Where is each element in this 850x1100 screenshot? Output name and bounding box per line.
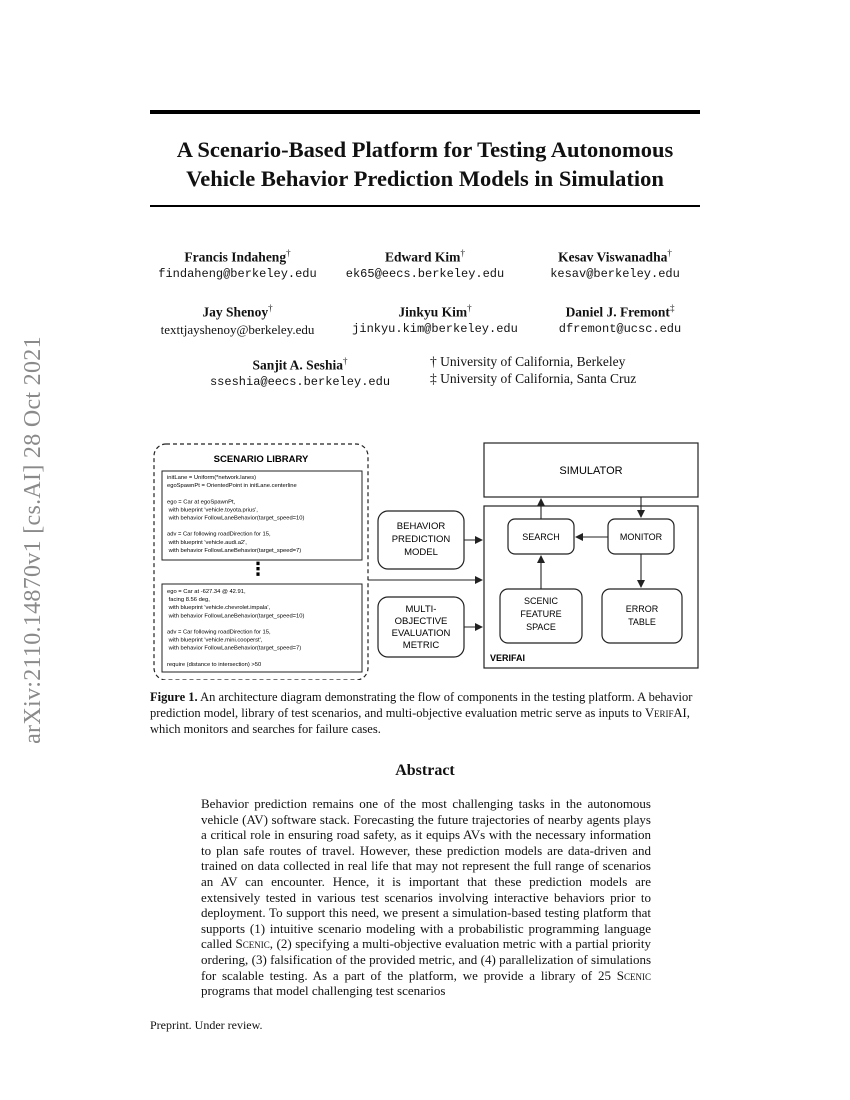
- author-name: Kesav Viswanadha†: [558, 248, 672, 265]
- code-line: with blueprint 'vehicle.chevrolet.impala',: [167, 605, 271, 612]
- code-line: require (distance to intersection) >50: [167, 661, 262, 668]
- simulator-label: SIMULATOR: [559, 465, 623, 477]
- author-block: [150, 300, 325, 338]
- code-line: [167, 654, 169, 660]
- author-email[interactable]: ek65@eecs.berkeley.edu: [345, 266, 505, 281]
- bpm-label-1: BEHAVIOR: [396, 521, 446, 532]
- author-block: [530, 245, 700, 283]
- code-line: with behavior FollowLaneBehavior(target_speed=7): [167, 547, 302, 554]
- author-name: Francis Indaheng†: [184, 248, 291, 265]
- affiliation-berkeley: † University of California, Berkeley: [430, 354, 626, 369]
- code-line: facing 8.56 deg,: [167, 597, 210, 604]
- code-line: egoSpawnPt = OrientedPoint in initLane.centerline: [167, 483, 297, 490]
- caption-text: An architecture diagram demonstrating the flow of components in the testing platform. A behavior prediction model, library of test scenarios, and multi-objective evaluation metric serve as inputs to: [150, 690, 693, 720]
- error-table-box: [602, 589, 682, 643]
- abstract-part-3: programs that model challenging test scenarios: [201, 983, 446, 999]
- title-line-2: Vehicle Behavior Prediction Models in Simulation: [186, 166, 664, 191]
- code-line: [167, 621, 169, 627]
- author-email[interactable]: jinkyu.kim@berkeley.edu: [352, 321, 518, 336]
- code-line: initLane = Uniform(*network.lanes): [167, 475, 257, 481]
- error-label-2: TABLE: [628, 617, 656, 627]
- author-email[interactable]: sseshia@eecs.berkeley.edu: [209, 374, 391, 389]
- author-block: [340, 245, 510, 283]
- sfs-label-1: SCENIC: [523, 596, 559, 606]
- author-block: [340, 300, 530, 338]
- moem-label-2: OBJECTIVE: [394, 616, 448, 627]
- code-line: [167, 524, 169, 530]
- code-line: with behavior FollowLaneBehavior(target_speed=7): [167, 645, 302, 652]
- abstract-scenic-2: Scenic: [616, 967, 651, 983]
- code-line: [167, 491, 169, 497]
- figure-caption: [150, 689, 700, 737]
- sfs-label-2: FEATURE: [520, 609, 562, 619]
- verifai-label: VERIFAI: [490, 653, 526, 663]
- author-email[interactable]: kesav@berkeley.edu: [550, 266, 680, 281]
- code-line: adv = Car following roadDirection for 15,: [167, 629, 271, 636]
- affiliations: [430, 353, 636, 387]
- monitor-label: MONITOR: [619, 532, 663, 542]
- author-email[interactable]: findaheng@berkeley.edu: [158, 266, 317, 281]
- moem-label-4: METRIC: [402, 640, 440, 651]
- title-top-rule: [150, 110, 700, 114]
- abstract-heading: Abstract: [395, 762, 455, 779]
- title-line-1: A Scenario-Based Platform for Testing Autonomous: [176, 137, 674, 162]
- sfs-label-3: SPACE: [526, 622, 556, 632]
- title-bottom-rule: [150, 205, 700, 207]
- scenario-library-title: SCENARIO LIBRARY: [213, 454, 309, 465]
- author-email[interactable]: dfremont@ucsc.edu: [558, 321, 682, 336]
- author-name: Jinkyu Kim†: [398, 303, 472, 320]
- code-line: ego = Car at -627.34 @ 42.91,: [167, 589, 246, 595]
- architecture-diagram: [150, 438, 700, 680]
- error-label-1: ERROR: [625, 604, 659, 614]
- author-name: Sanjit A. Seshia†: [252, 356, 348, 373]
- moem-label-3: EVALUATION: [391, 628, 451, 639]
- moem-label-1: MULTI-: [405, 604, 437, 615]
- code-line: with blueprint 'vehicle.audi.a2',: [167, 539, 247, 546]
- figure-label: Figure 1.: [150, 690, 198, 704]
- author-block: [540, 300, 700, 338]
- author-name: Jay Shenoy†: [202, 303, 273, 320]
- abstract-body: [201, 796, 651, 999]
- arxiv-id: arXiv:2110.14870v1 [cs.AI] 28 Oct 2021: [20, 336, 46, 744]
- bpm-label-2: PREDICTION: [391, 534, 451, 545]
- author-block: [150, 245, 325, 283]
- code-line: with blueprint 'vehicle.toyota.prius',: [167, 507, 258, 514]
- ellipsis: ⋮: [249, 559, 267, 579]
- affiliation-santa-cruz: ‡ University of California, Santa Cruz: [430, 371, 637, 386]
- abstract-part-1: Behavior prediction remains one of the most challenging tasks in the autonomous vehicle (AV) software stack. Forecasting the future trajectories of nearby agents plays a critical role in ensuring road safety, as it equips AVs with the necessary information to plan safe routes of travel. However, these prediction models are data-driven and trained on data collected in real life that may not represent the full range of scenarios an AV can encounter. Hence, it is important that these prediction models are extensively tested in various test scenarios involving interactive behaviors prior to deployment. To support this need, we present a simulation-based testing platform that supports (1) intuitive scenario modeling with a probabilistic programming language called: [201, 796, 651, 952]
- author-name: Daniel J. Fremont‡: [565, 303, 675, 320]
- code-line: with behavior FollowLaneBehavior(target_speed=10): [167, 515, 305, 522]
- paper-title: [150, 135, 700, 193]
- author-email[interactable]: texttjayshenoy@berkeley.edu: [160, 321, 315, 337]
- caption-verifai: VerifAI: [645, 706, 687, 720]
- abstract-scenic-1: Scenic: [235, 936, 270, 952]
- search-label: SEARCH: [522, 532, 560, 542]
- bpm-label-3: MODEL: [404, 547, 438, 558]
- code-line: ego = Car at egoSpawnPt,: [167, 499, 236, 506]
- abstract-part-2: , (2) specifying a multi-objective evaluation metric with a partial priority ordering, (3) falsification of the provided metric, and (4) parallelization of simulations for scalable testing. As a part of the platform, we provide a library of 25: [201, 936, 651, 983]
- code-line: with behavior FollowLaneBehavior(target_speed=10): [167, 613, 305, 620]
- code-line: adv = Car following roadDirection for 15,: [167, 531, 271, 538]
- author-name: Edward Kim†: [385, 248, 465, 265]
- author-block: [195, 353, 405, 391]
- caption-text-end: , which monitors and searches for failure cases.: [150, 706, 690, 736]
- footer-note: Preprint. Under review.: [150, 1018, 263, 1032]
- code-line: with blueprint 'vehicle.mini.cooperst',: [167, 637, 263, 644]
